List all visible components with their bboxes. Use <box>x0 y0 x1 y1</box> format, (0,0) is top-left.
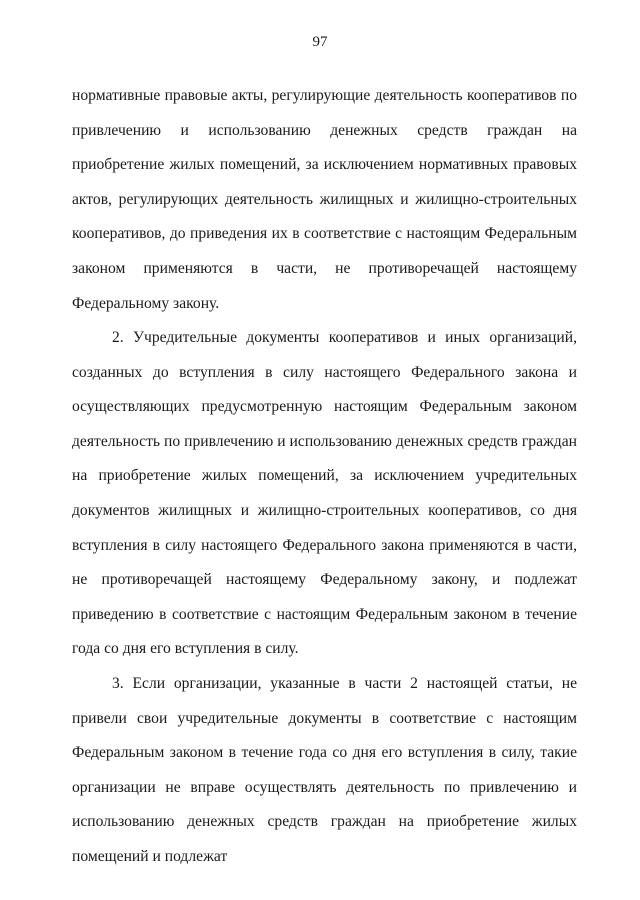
paragraph-text: 3. Если организации, указанные в части 2 настоящей статьи, не привели свои учредительные документы в соответствие с настоящим Федеральным законом в течение года со дня его вступления в силу, такие организации не вправе осуществлять деятельность по привлечению и использованию денежных средств граждан на приобретение жилых помещений и подлежат <box>72 675 577 865</box>
paragraph-continuation <box>72 79 577 321</box>
paragraph-part-2 <box>72 321 577 667</box>
paragraph-text: нормативные правовые акты, регулирующие деятельность кооперативов по привлечению и использованию денежных средств граждан на приобретение жилых помещений, за исключением нормативных правовых актов, регулирующих деятельность жилищных и жилищно-строительных кооперативов, до приведения их в соответствие с настоящим Федеральным законом применяются в части, не противоречащей настоящему Федеральному закону. <box>72 87 577 312</box>
paragraph-text: 2. Учредительные документы кооперативов и иных организаций, созданных до вступления в силу настоящего Федерального закона и осуществляющих предусмотренную настоящим Федеральным законом деятельность по привлечению и использованию денежных средств граждан на приобретение жилых помещений, за исключением учредительных документов жилищных и жилищно-строительных кооперативов, со дня вступления в силу настоящего Федерального закона применяются в части, не противоречащей настоящему Федеральному закону, и подлежат приведению в соответствие с настоящим Федеральным законом в течение года со дня его вступления в силу. <box>72 329 577 658</box>
paragraph-part-3 <box>72 667 577 875</box>
page-number: 97 <box>312 34 328 50</box>
